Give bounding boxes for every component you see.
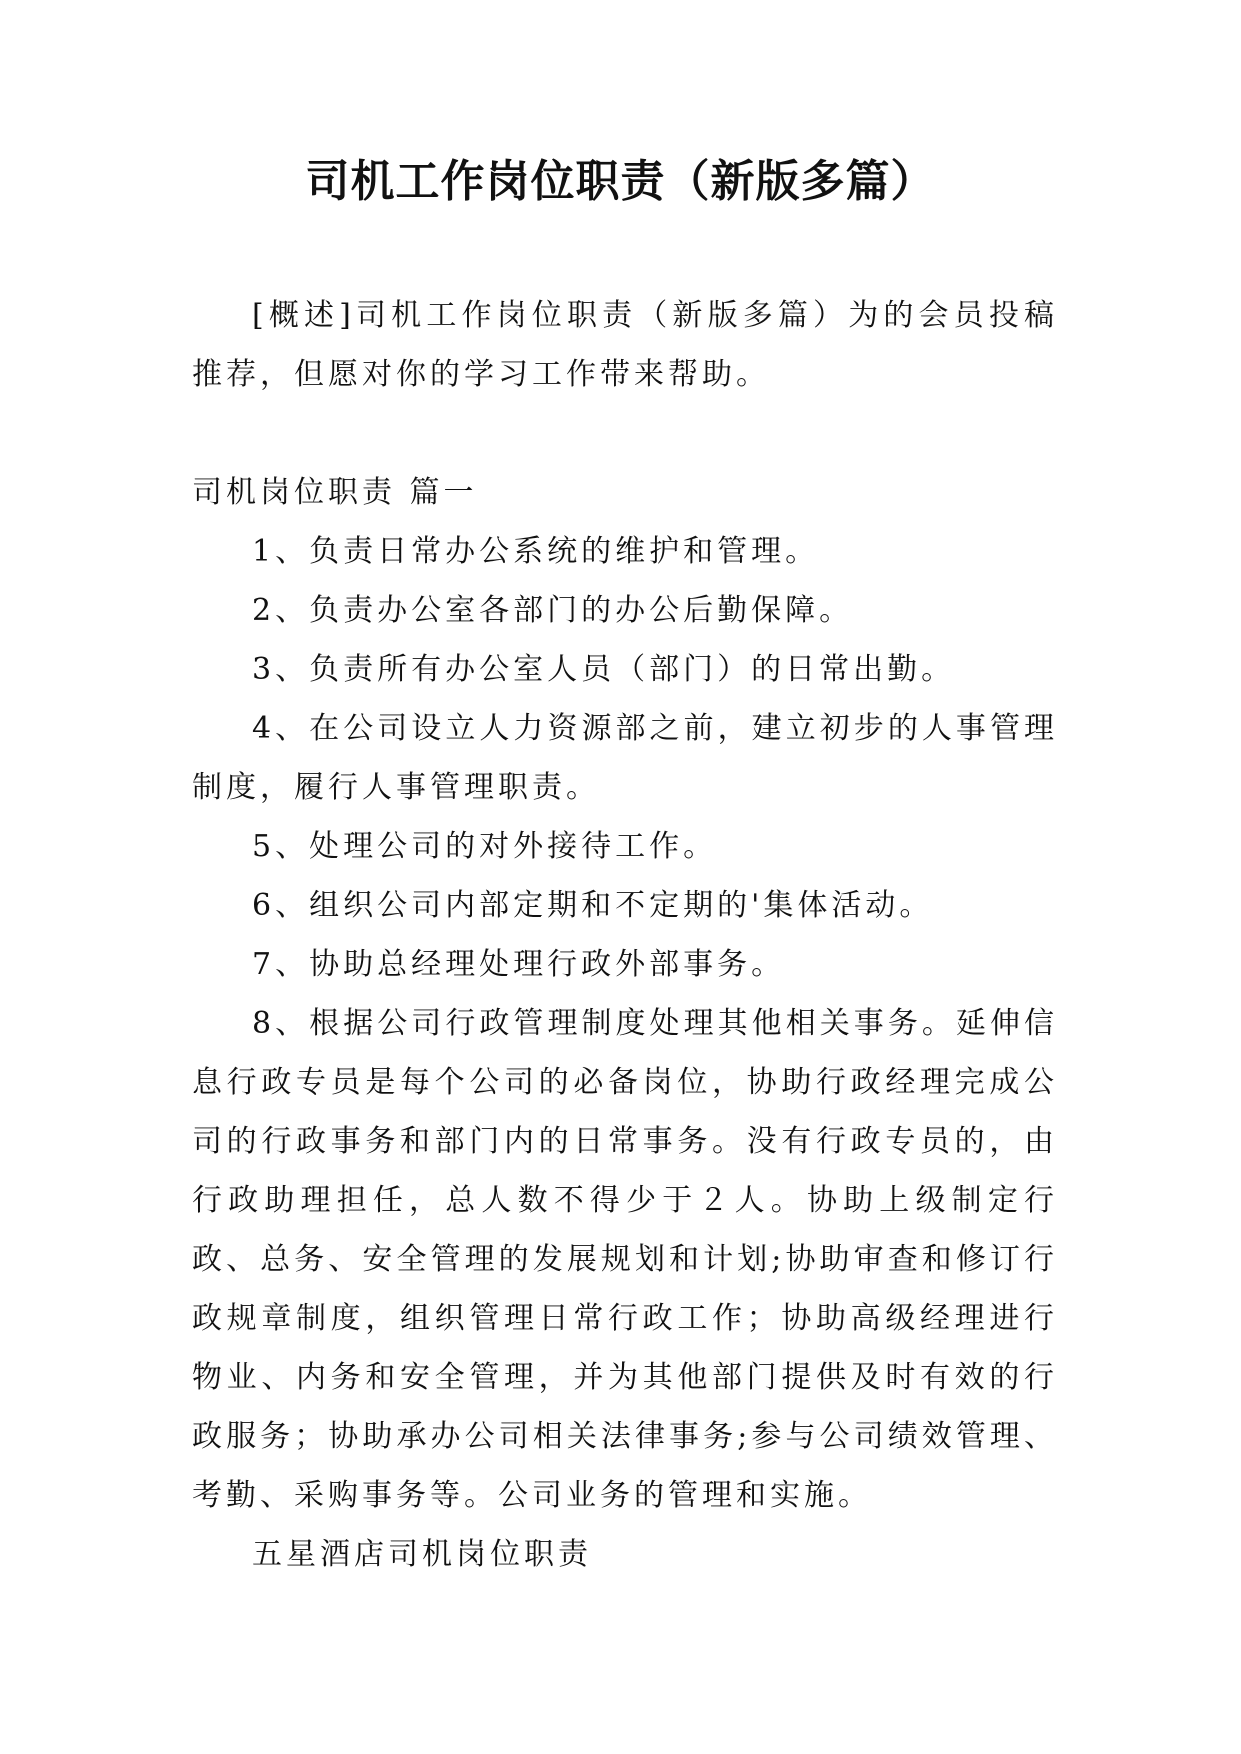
list-item: 2、负责办公室各部门的办公后勤保障。 — [252, 593, 854, 628]
document-title: 司机工作岗位职责（新版多篇） — [305, 156, 936, 207]
document-body — [192, 286, 1058, 1584]
list-item: 3、负责所有办公室人员（部门）的日常出勤。 — [252, 652, 956, 687]
list-item: 1、负责日常办公系统的维护和管理。 — [252, 534, 820, 569]
list-item: 8、根据公司行政管理制度处理其他相关事务。延伸信息行政专员是每个公司的必备岗位，协助行政经理完成公司的行政事务和部门内的日常事务。没有行政专员的，由行政助理担任，总人数不得少于２人。协助上级制定行政、总务、安全管理的发展规划和计划;协助审查和修订行政规章制度，组织管理日常行政工作；协助高级经理进行物业、内务和安全管理，并为其他部门提供及时有效的行政服务；协助承办公司相关法律事务;参与公司绩效管理、考勤、采购事务等。公司业务的管理和实施。 — [192, 1006, 1058, 1513]
list-item: 6、组织公司内部定期和不定期的'集体活动。 — [252, 888, 934, 923]
list-item: 4、在公司设立人力资源部之前，建立初步的人事管理制度，履行人事管理职责。 — [192, 711, 1058, 805]
list-item: 7、协助总经理处理行政外部事务。 — [252, 947, 786, 982]
list-item: 5、处理公司的对外接待工作。 — [252, 829, 718, 864]
section-heading-1: 司机岗位职责 篇一 — [192, 475, 478, 510]
section-heading-2: 五星酒店司机岗位职责 — [252, 1537, 592, 1572]
intro-paragraph: [概述]司机工作岗位职责（新版多篇）为的会员投稿推荐，但愿对你的学习工作带来帮助。 — [192, 298, 1058, 392]
